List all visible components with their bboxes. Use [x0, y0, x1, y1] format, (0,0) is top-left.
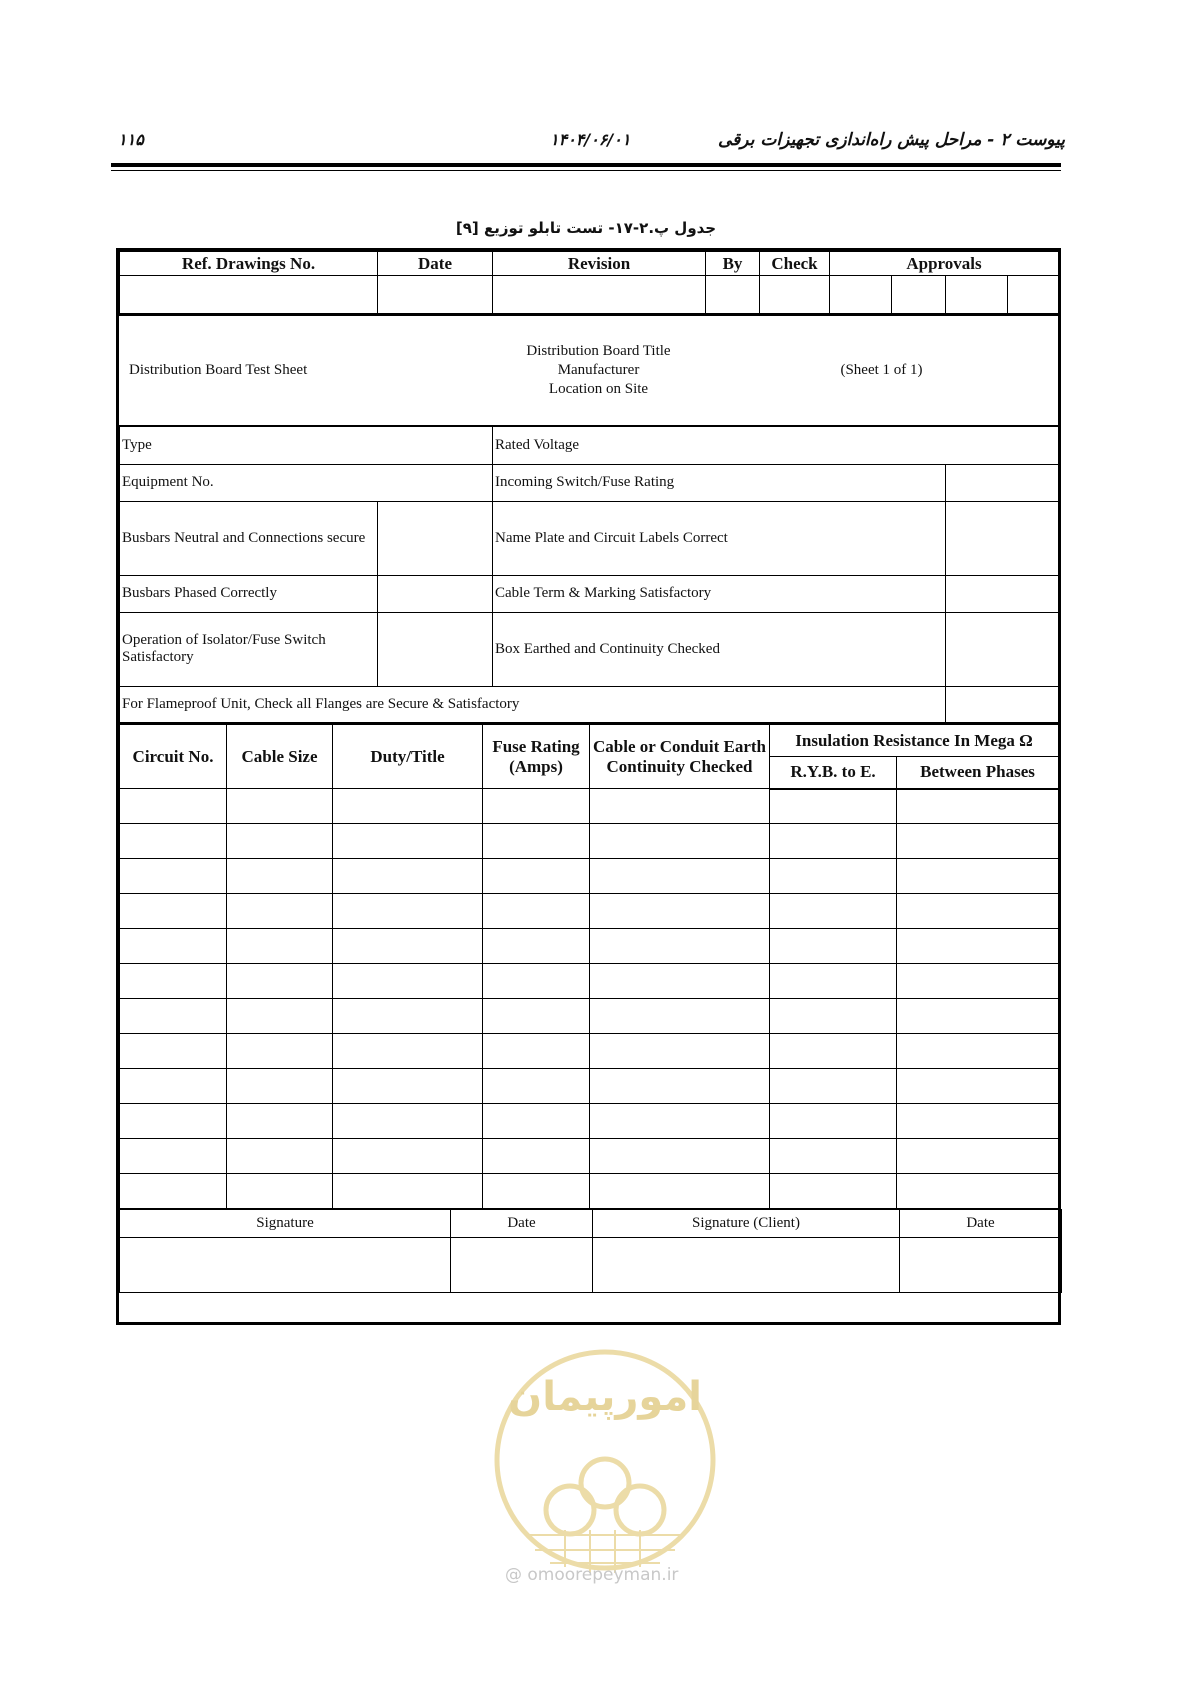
- circuit-cell[interactable]: [120, 1139, 227, 1174]
- circuit-cell[interactable]: [897, 789, 1059, 824]
- circuit-cell[interactable]: [227, 789, 333, 824]
- watermark-logo: [490, 1335, 720, 1585]
- approval-cell[interactable]: [1008, 276, 1059, 314]
- circuit-cell[interactable]: [120, 999, 227, 1034]
- type-label: Type: [120, 426, 493, 464]
- circuit-cell[interactable]: [590, 789, 770, 824]
- circuit-cell[interactable]: [120, 789, 227, 824]
- circuit-cell[interactable]: [483, 1104, 590, 1139]
- circuit-cell[interactable]: [897, 859, 1059, 894]
- circuit-cell[interactable]: [770, 999, 897, 1034]
- circuit-cell[interactable]: [770, 824, 897, 859]
- circuit-cell[interactable]: [770, 1139, 897, 1174]
- circuit-table: [119, 724, 1059, 1209]
- circuit-cell[interactable]: [590, 929, 770, 964]
- circuit-cell[interactable]: [770, 1174, 897, 1209]
- circuit-cell[interactable]: [770, 929, 897, 964]
- signature-table: [119, 1209, 1062, 1293]
- page-number: ۱۱۵: [118, 130, 144, 149]
- circuit-cell[interactable]: [483, 929, 590, 964]
- circuit-cell[interactable]: [590, 859, 770, 894]
- circuit-cell[interactable]: [120, 1104, 227, 1139]
- circuit-row: [120, 964, 1059, 999]
- circuit-cell[interactable]: [227, 824, 333, 859]
- signature-client-field[interactable]: [593, 1238, 900, 1293]
- circuit-cell[interactable]: [333, 824, 483, 859]
- insulation-header: Insulation Resistance In Mega Ω: [770, 725, 1059, 757]
- circuit-cell[interactable]: [590, 824, 770, 859]
- check-header: Check: [760, 252, 830, 276]
- by-header: By: [706, 252, 760, 276]
- circuit-cell[interactable]: [590, 1174, 770, 1209]
- circuit-cell[interactable]: [770, 1034, 897, 1069]
- cable-term-label: Cable Term & Marking Satisfactory: [493, 575, 946, 612]
- circuit-cell[interactable]: [227, 999, 333, 1034]
- location-label: Location on Site: [548, 380, 649, 397]
- circuit-cell[interactable]: [227, 1139, 333, 1174]
- circuit-cell[interactable]: [120, 964, 227, 999]
- operation-isolator-value[interactable]: [378, 612, 493, 686]
- circuit-cell[interactable]: [897, 999, 1059, 1034]
- circuit-row: [120, 1104, 1059, 1139]
- circuit-cell[interactable]: [333, 1104, 483, 1139]
- circuit-cell[interactable]: [770, 1104, 897, 1139]
- circuit-cell[interactable]: [770, 964, 897, 999]
- circuit-cell[interactable]: [897, 1034, 1059, 1069]
- busbars-phased-value[interactable]: [378, 575, 493, 612]
- cable-size-header: Cable Size: [227, 725, 333, 789]
- circuit-cell[interactable]: [333, 1139, 483, 1174]
- page-date: ۱۴۰۴/۰۶/۰۱: [550, 130, 631, 149]
- busbars-neutral-value[interactable]: [378, 501, 493, 575]
- circuit-cell[interactable]: [590, 894, 770, 929]
- circuit-cell[interactable]: [483, 1139, 590, 1174]
- circuit-cell[interactable]: [483, 1069, 590, 1104]
- header-rule-thick: [111, 163, 1061, 167]
- circuit-cell[interactable]: [333, 999, 483, 1034]
- signature-field[interactable]: [120, 1238, 451, 1293]
- duty-title-header: Duty/Title: [333, 725, 483, 789]
- circuit-row: [120, 1139, 1059, 1174]
- circuit-cell[interactable]: [897, 894, 1059, 929]
- circuit-row: [120, 999, 1059, 1034]
- box-earthed-value[interactable]: [946, 612, 1059, 686]
- circuit-cell[interactable]: [227, 894, 333, 929]
- name-plate-label: Name Plate and Circuit Labels Correct: [493, 501, 946, 575]
- manufacturer-label: Manufacturer: [557, 361, 640, 378]
- circuit-cell[interactable]: [227, 929, 333, 964]
- date-cell[interactable]: [378, 276, 493, 314]
- ref-drawings-cell[interactable]: [120, 276, 378, 314]
- name-plate-value[interactable]: [946, 501, 1059, 575]
- circuit-rows: [120, 789, 1059, 1209]
- circuit-row: [120, 929, 1059, 964]
- operation-isolator-label: Operation of Isolator/Fuse Switch Satisfactory: [120, 612, 378, 686]
- circuit-cell[interactable]: [770, 1069, 897, 1104]
- title-block: [119, 315, 1058, 426]
- circuit-cell[interactable]: [120, 859, 227, 894]
- circuit-cell[interactable]: [120, 929, 227, 964]
- circuit-row: [120, 1069, 1059, 1104]
- circuit-cell[interactable]: [897, 824, 1059, 859]
- signature-label: Signature: [120, 1210, 451, 1238]
- circuit-cell[interactable]: [333, 1034, 483, 1069]
- circuit-cell[interactable]: [227, 1069, 333, 1104]
- busbars-phased-label: Busbars Phased Correctly: [120, 575, 378, 612]
- circuit-cell[interactable]: [120, 1174, 227, 1209]
- board-title-label: Distribution Board Title: [526, 342, 671, 359]
- circuit-row: [120, 789, 1059, 824]
- fuse-rating-header: Fuse Rating (Amps): [483, 725, 590, 789]
- circuit-cell[interactable]: [897, 1174, 1059, 1209]
- circuit-cell[interactable]: [590, 1034, 770, 1069]
- header-rule-thin: [111, 170, 1061, 171]
- circuit-cell[interactable]: [333, 929, 483, 964]
- circuit-cell[interactable]: [770, 894, 897, 929]
- circuit-cell[interactable]: [897, 964, 1059, 999]
- circuit-cell[interactable]: [333, 964, 483, 999]
- circuit-cell[interactable]: [483, 999, 590, 1034]
- circuit-cell[interactable]: [483, 859, 590, 894]
- circuit-cell[interactable]: [227, 1174, 333, 1209]
- circuit-cell[interactable]: [120, 1034, 227, 1069]
- check-cell[interactable]: [760, 276, 830, 314]
- circuit-row: [120, 1174, 1059, 1209]
- circuit-cell[interactable]: [770, 789, 897, 824]
- circuit-row: [120, 859, 1059, 894]
- circuit-cell[interactable]: [227, 1104, 333, 1139]
- drawing-ref-table: [119, 251, 1059, 315]
- client-date-label: Date: [900, 1210, 1062, 1238]
- circuit-cell[interactable]: [590, 964, 770, 999]
- watermark-url: @ omoorepeyman.ir: [505, 1565, 679, 1585]
- circuit-cell[interactable]: [897, 1139, 1059, 1174]
- circuit-cell[interactable]: [333, 1174, 483, 1209]
- circuit-cell[interactable]: [227, 859, 333, 894]
- cable-term-value[interactable]: [946, 575, 1059, 612]
- approval-cell[interactable]: [946, 276, 1008, 314]
- circuit-cell[interactable]: [897, 1104, 1059, 1139]
- ref-drawings-header: Ref. Drawings No.: [120, 252, 378, 276]
- circuit-cell[interactable]: [333, 859, 483, 894]
- busbars-neutral-label: Busbars Neutral and Connections secure: [120, 501, 378, 575]
- circuit-cell[interactable]: [120, 1069, 227, 1104]
- approval-cell[interactable]: [892, 276, 946, 314]
- incoming-switch-value[interactable]: [946, 464, 1059, 501]
- circuit-cell[interactable]: [227, 1034, 333, 1069]
- circuit-cell[interactable]: [483, 894, 590, 929]
- circuit-cell[interactable]: [483, 789, 590, 824]
- circuit-row: [120, 894, 1059, 929]
- date-header: Date: [378, 252, 493, 276]
- circuit-cell[interactable]: [483, 1034, 590, 1069]
- circuit-cell[interactable]: [120, 824, 227, 859]
- revision-header: Revision: [493, 252, 706, 276]
- signature-date-field[interactable]: [451, 1238, 593, 1293]
- circuit-cell[interactable]: [333, 894, 483, 929]
- sheet-count: (Sheet 1 of 1): [705, 315, 1058, 425]
- circuit-cell[interactable]: [227, 964, 333, 999]
- client-date-field[interactable]: [900, 1238, 1062, 1293]
- cable-conduit-header: Cable or Conduit Earth Continuity Checked: [590, 725, 770, 789]
- checklist-table: [119, 426, 1059, 725]
- circuit-cell[interactable]: [897, 1069, 1059, 1104]
- incoming-switch-label: Incoming Switch/Fuse Rating: [493, 464, 946, 501]
- flameproof-label: For Flameproof Unit, Check all Flanges are Secure & Satisfactory: [120, 686, 946, 723]
- watermark-logo-text: امورپیمان: [508, 1374, 702, 1420]
- ryb-header: R.Y.B. to E.: [770, 757, 897, 789]
- circuit-row: [120, 824, 1059, 859]
- circuit-cell[interactable]: [770, 859, 897, 894]
- circuit-cell[interactable]: [590, 1069, 770, 1104]
- circuit-no-header: Circuit No.: [120, 725, 227, 789]
- by-cell[interactable]: [706, 276, 760, 314]
- revision-cell[interactable]: [493, 276, 706, 314]
- between-phases-header: Between Phases: [897, 757, 1059, 789]
- equipment-no-label: Equipment No.: [120, 464, 493, 501]
- circuit-cell[interactable]: [590, 1139, 770, 1174]
- circuit-cell[interactable]: [483, 964, 590, 999]
- circuit-cell[interactable]: [333, 789, 483, 824]
- circuit-cell[interactable]: [120, 894, 227, 929]
- table-title: جدول پ.۲-۱۷- تست تابلو توزیع [۹]: [455, 219, 717, 237]
- approval-cell[interactable]: [830, 276, 892, 314]
- circuit-cell[interactable]: [483, 824, 590, 859]
- circuit-cell[interactable]: [590, 1104, 770, 1139]
- sheet-name: Distribution Board Test Sheet: [119, 315, 492, 425]
- circuit-cell[interactable]: [483, 1174, 590, 1209]
- circuit-row: [120, 1034, 1059, 1069]
- circuit-cell[interactable]: [333, 1069, 483, 1104]
- signature-date-label: Date: [451, 1210, 593, 1238]
- signature-client-label: Signature (Client): [593, 1210, 900, 1238]
- circuit-cell[interactable]: [897, 929, 1059, 964]
- test-sheet-form: [116, 248, 1061, 1325]
- circuit-cell[interactable]: [590, 999, 770, 1034]
- rated-voltage-label: Rated Voltage: [493, 426, 1059, 464]
- approvals-header: Approvals: [830, 252, 1059, 276]
- box-earthed-label: Box Earthed and Continuity Checked: [493, 612, 946, 686]
- flameproof-value[interactable]: [946, 686, 1059, 723]
- page-section-title: پیوست ۲ - مراحل پیش راه‌اندازی تجهیزات برقی: [718, 130, 1065, 150]
